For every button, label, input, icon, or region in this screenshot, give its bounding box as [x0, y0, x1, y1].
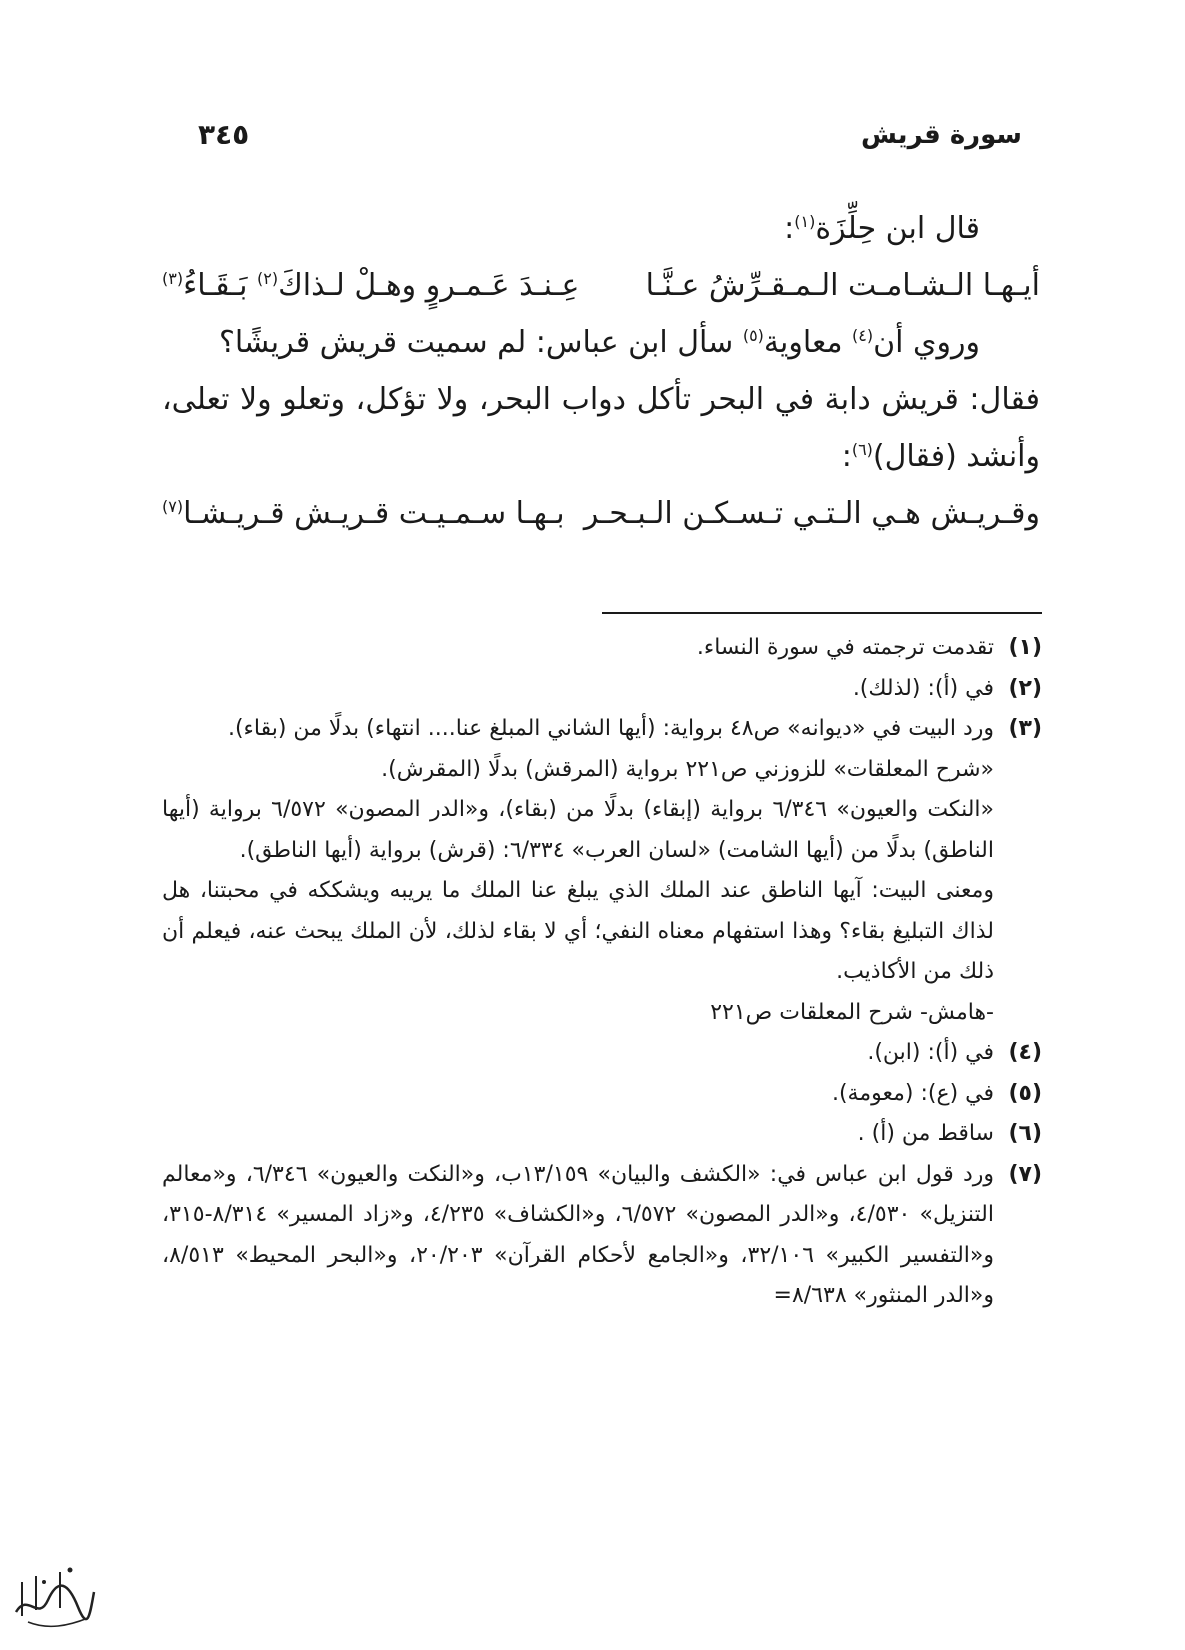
footnote-separator	[602, 612, 1042, 614]
footnote-mark: (٦)	[851, 440, 873, 459]
verse-1-first-hemistich: أيـهـا الـشـامـت الـمـقـرِّشُ عـنَّـا	[645, 268, 1040, 303]
verse-2	[162, 485, 1040, 542]
footnotes	[162, 628, 1042, 1317]
footnote-mark: (٣)	[162, 269, 184, 288]
main-text	[162, 200, 1040, 542]
intro-line: قال ابن حِلِّزَة$^{(١)}$:	[784, 211, 980, 246]
footnote-text: في (أ): (ابن).	[867, 1040, 994, 1065]
footnote-number: (٤)	[1008, 1040, 1042, 1065]
sura-title: سورة قريش	[861, 120, 1022, 150]
footnote-mark: (٧)	[162, 497, 184, 516]
calligraphy-logo-icon	[8, 1552, 98, 1632]
paragraph-2: فقال: قريش دابة في البحر تأكل دواب البحر، ولا تؤكل، وتعلو ولا تعلى، وأنشد (فقال)$^{(٦)}$:	[162, 382, 1040, 474]
footnote-text: في (أ): (لذلك).	[852, 675, 994, 701]
verse-1-second-hemistich: عِـنـدَ عَـمـروٍ وهـلْ لـذاكَ$^{(٢)}$ بَـقَـاءُ$^{(٣)}$	[162, 268, 580, 303]
footnote-number: (٣)	[1008, 716, 1042, 741]
verse-1	[162, 257, 1040, 314]
footnote-number: (١)	[1008, 635, 1042, 660]
paragraph-1: وروي أن$^{(٤)}$ معاوية$^{(٥)}$ سأل ابن عباس: لم سميت قريش قريشًا؟	[218, 325, 980, 360]
page-header	[160, 112, 1040, 172]
footnote-number: (٧)	[1008, 1161, 1042, 1187]
footnote-mark: (٢)	[256, 269, 279, 288]
footnote-text: تقدمت ترجمته في سورة النساء.	[696, 635, 994, 660]
verse-2-first-hemistich: وقـريـش هـي الـتـي تـسـكـن الـبـحـر	[583, 496, 1040, 531]
footnote-number: (٦)	[1008, 1121, 1042, 1146]
footnote-text: ورد البيت في «ديوانه» ص٤٨ برواية: (أيها الشاني المبلغ عنا.... انتهاء) بدلًا من (بقاء).	[227, 716, 994, 741]
footnote-3-continuation: «النكت والعيون» ٦/٣٤٦ برواية (إبقاء) بدلًا من (بقاء)، و«الدر المصون» ٦/٥٧٢ برواية (أيها الناطق) بدلًا من (أيها الشامت) «لسان العرب» ٦/٣٣٤: (قرش) برواية (أيها الناطق).	[162, 797, 994, 863]
footnote-3-explanation: ومعنى البيت: آيها الناطق عند الملك الذي يبلغ عنا الملك ما يريبه ويشككه في محبتنا، هل لذاك التبليغ بقاء؟ وهذا استفهام معناه النفي؛ أي لا بقاء لذلك، لأن الملك يبحث عنه، فيعلم أن ذلك من الأكاذيب.	[162, 878, 994, 984]
footnote-mark: (٤)	[852, 326, 874, 345]
footnote-5	[162, 1074, 1042, 1115]
footnote-mark: (٥)	[742, 326, 764, 345]
footnote-2	[162, 669, 1042, 710]
verse-2-second-hemistich: بـهـا سـمـيـت قـريـش قـريـشـا$^{(٧)}$	[162, 496, 565, 531]
footnote-text: ساقط من (أ) .	[857, 1121, 994, 1146]
footnote-1	[162, 628, 1042, 669]
footnote-number: (٥)	[1008, 1080, 1042, 1106]
footnote-3-continuation: «شرح المعلقات» للزوزني ص٢٢١ برواية (المرقش) بدلًا (المقرش).	[381, 756, 994, 782]
footnote-text: في (ع): (معومة).	[831, 1080, 994, 1106]
footnote-number: (٢)	[1008, 675, 1042, 701]
footnote-6	[162, 1114, 1042, 1155]
intro-text: قال ابن حِلِّزَة	[815, 211, 980, 246]
page-number: ٣٤٥	[198, 118, 250, 151]
footnote-7	[162, 1155, 1042, 1317]
footnote-4	[162, 1033, 1042, 1074]
footnote-3	[162, 709, 1042, 750]
footnote-text: ورد قول ابن عباس في: «الكشف والبيان» ١٣/١٥٩ب، و«النكت والعيون» ٦/٣٤٦، و«معالم التنزيل» ٤/٥٣٠، و«الدر المصون» ٦/٥٧٢، و«الكشاف» ٤/٢٣٥، و«زاد المسير» ٨/٣١٤-٣١٥، و«التفسير الكبير» ٣٢/١٠٦، و«الجامع لأحكام القرآن» ٢٠/٢٠٣، و«البحر المحيط» ٨/٥١٣، و«الدر المنثور» ٨/٦٣٨=	[162, 1161, 995, 1308]
footnote-3-source: -هامش- شرح المعلقات ص٢٢١	[710, 999, 994, 1025]
footnote-mark: (١)	[794, 212, 816, 231]
